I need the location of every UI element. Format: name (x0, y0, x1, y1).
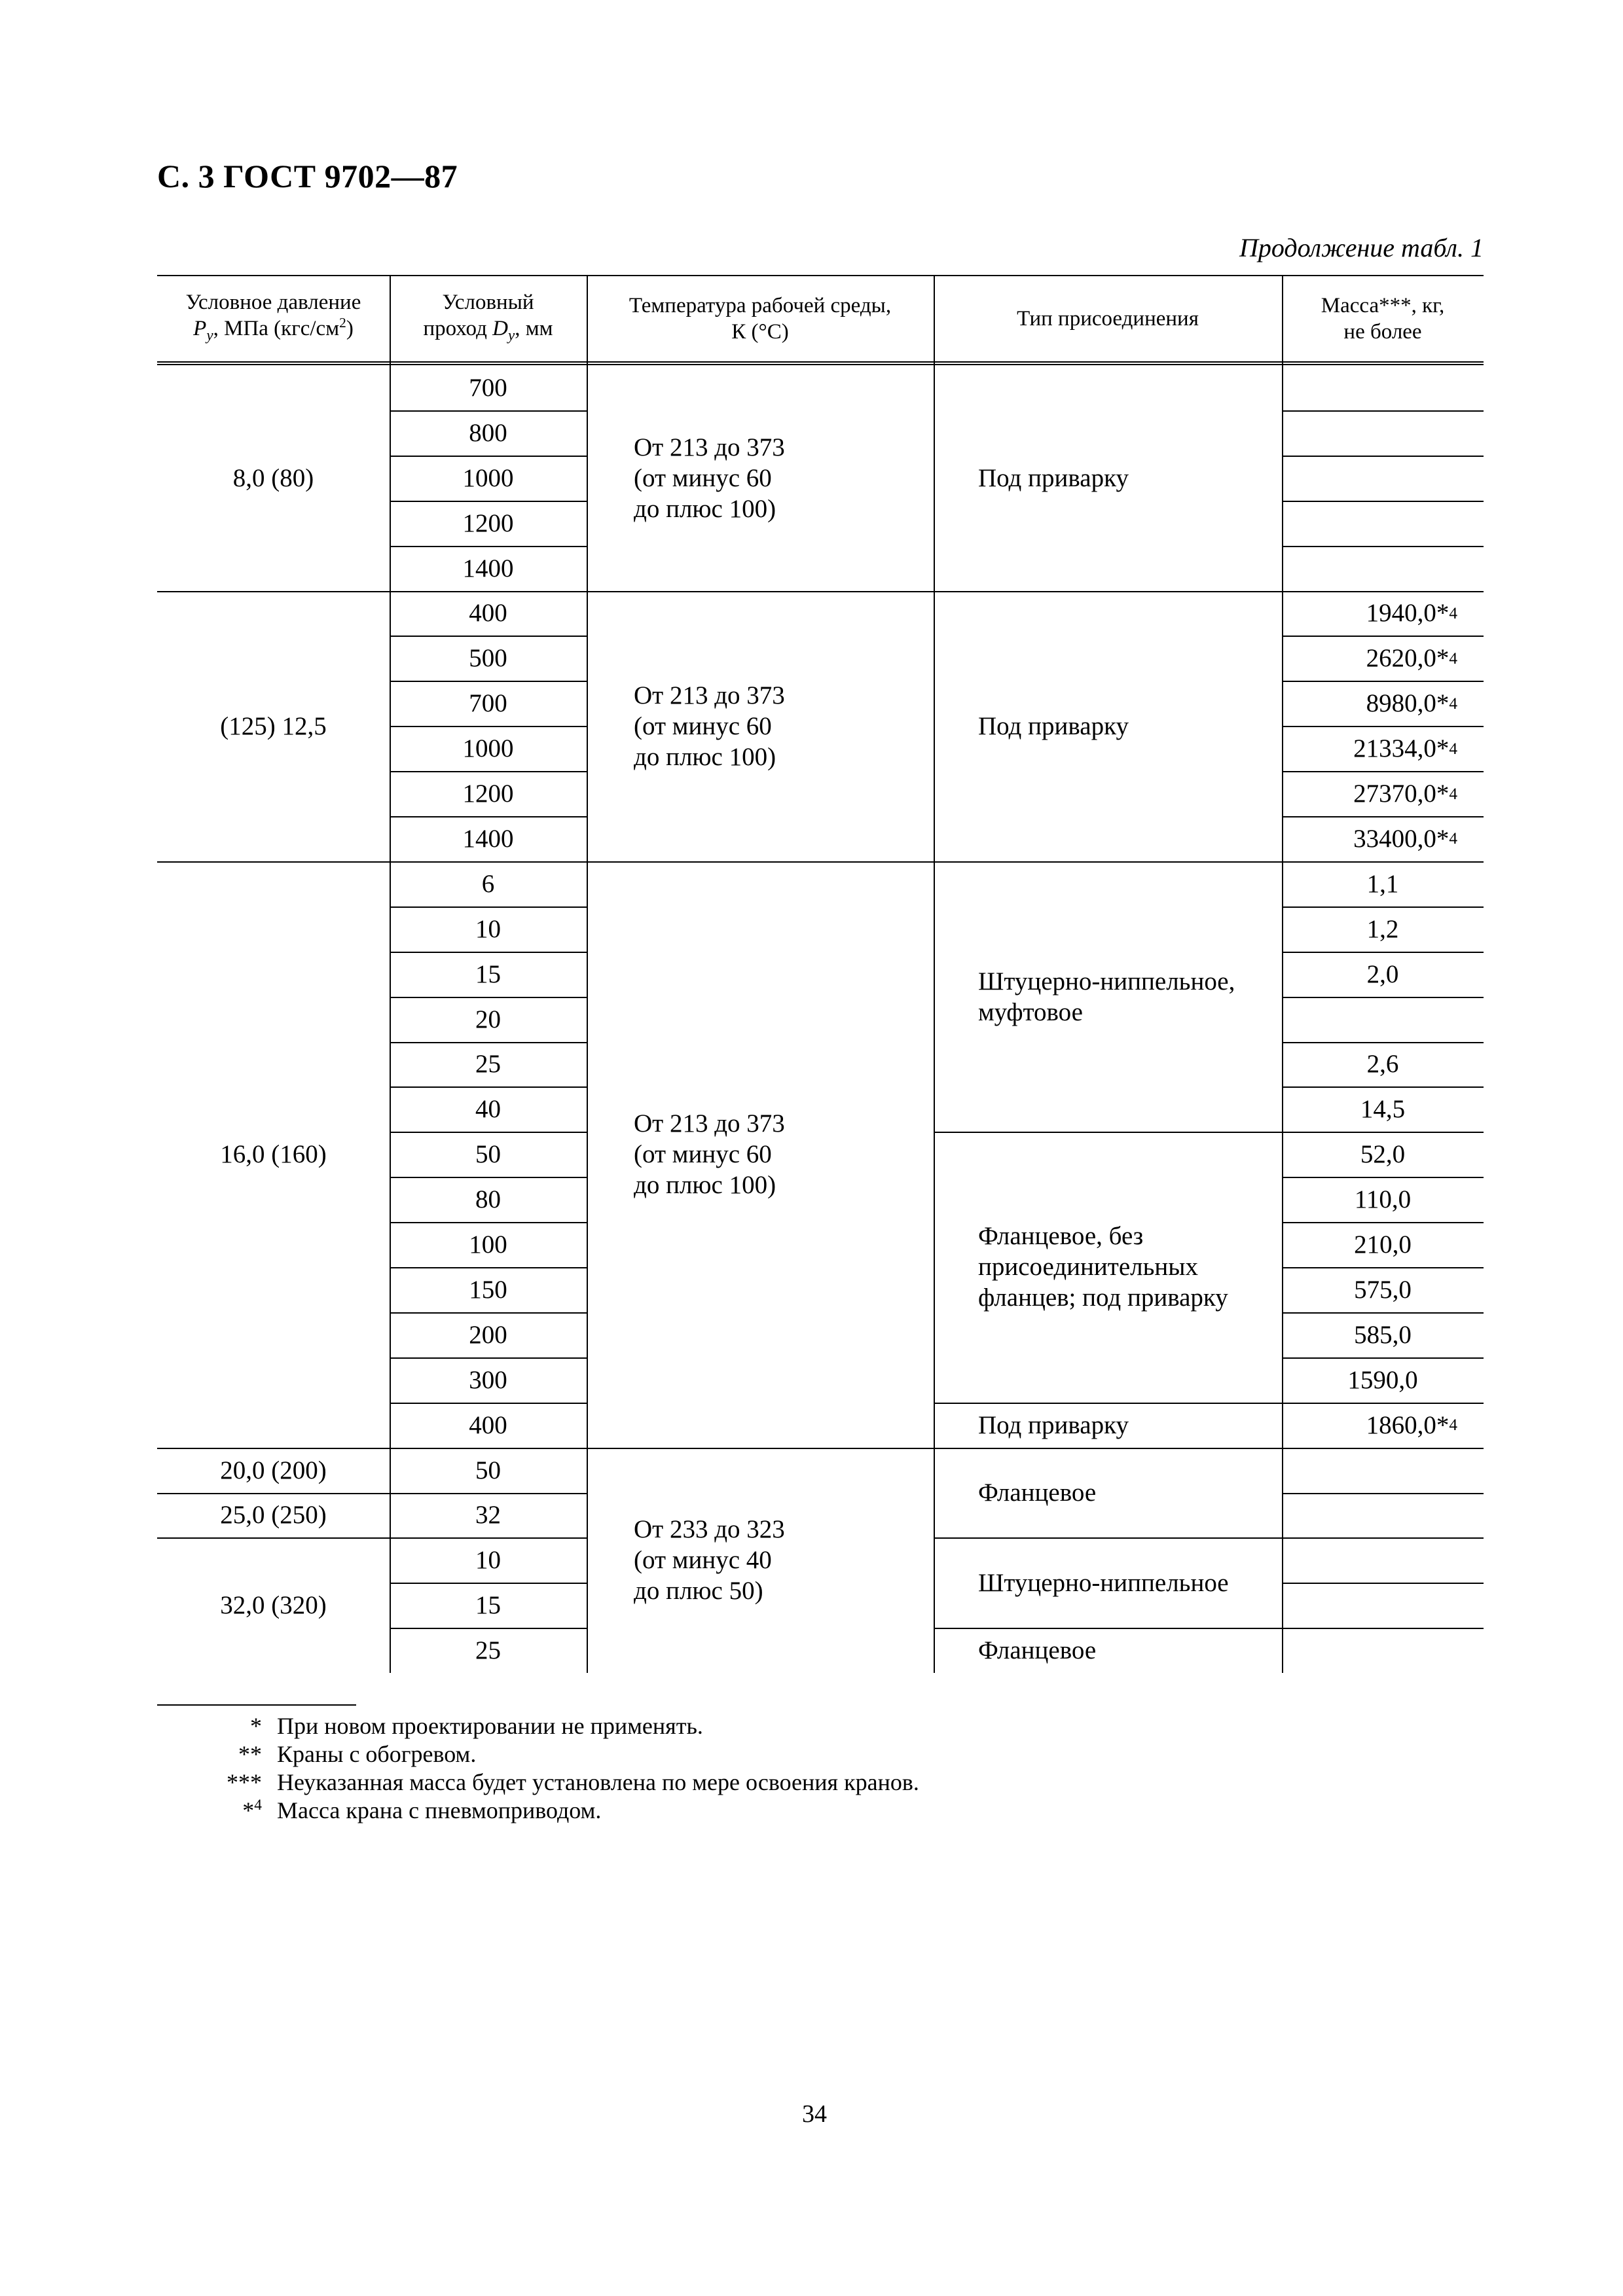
mass-cell (1282, 546, 1484, 591)
diameter-cell: 1400 (462, 824, 514, 853)
diameter-cell: 25 (475, 1050, 501, 1079)
temperature-line: От 213 до 373 (634, 1109, 785, 1138)
diameter-cell: 100 (469, 1230, 507, 1259)
header-temperature-line2: К (°С) (731, 320, 789, 344)
header-diameter-line2: проход $D_у$, мм (423, 317, 553, 344)
header-diameter-line1: Условный (442, 291, 534, 315)
header-mass-line2: не более (1343, 320, 1422, 344)
temperature-line: От 213 до 373 (634, 433, 785, 461)
mass-value: 33400,0 (1353, 824, 1436, 853)
connection-line: Под приварку (978, 711, 1129, 740)
mass-cell (1282, 997, 1484, 1042)
mass-note-mark: * (1436, 1410, 1450, 1439)
diameter-cell: 200 (469, 1320, 507, 1349)
mass-cell: 27370,0 * 4 (1353, 780, 1457, 808)
connection-line: Фланцевое, без (978, 1222, 1144, 1251)
mass-cell (1282, 1267, 1484, 1312)
mass-cell (1282, 1628, 1484, 1673)
mass-note-mark: * (1436, 599, 1450, 628)
diameter-cell: 15 (475, 1591, 501, 1620)
temperature-line: до плюс 100) (634, 742, 776, 771)
pressure-cell: 32,0 (320) (220, 1591, 327, 1620)
diameter-cell: 150 (469, 1275, 507, 1304)
footnote-text: Неуказанная масса будет установлена по мере освоения кранов. (277, 1769, 919, 1795)
diameter-cell: 800 (469, 418, 507, 447)
mass-cell (1282, 1086, 1484, 1132)
header-connection-text: Тип присоединения (1017, 307, 1199, 331)
diameter-cell: 700 (469, 373, 507, 402)
temperature-cell (587, 1448, 934, 1674)
mass-cell: 2620,0 * 4 (1366, 644, 1457, 673)
header-pressure-line2: $P_у$, МПа $(кгс/см^2)$ (193, 315, 354, 344)
header-connection (934, 275, 1282, 363)
connection-cell (934, 591, 1282, 861)
diameter-cell: 10 (475, 1546, 501, 1575)
diameter-cell: 700 (469, 689, 507, 718)
connection-cell (934, 1132, 1282, 1402)
page-number: 34 (802, 2100, 827, 2128)
mass-cell (1282, 1537, 1484, 1583)
diameter-cell: 1400 (462, 554, 514, 583)
table-continuation-label: Продолжение табл. 1 (1239, 233, 1484, 262)
temperature-line: до плюс 50) (634, 1577, 763, 1605)
mass-cell: 1940,0 * 4 (1366, 599, 1457, 628)
temperature-line: (от минус 40 (634, 1546, 772, 1575)
mass-cell: 33400,0 * 4 (1353, 824, 1457, 853)
connection-cell (934, 1628, 1282, 1673)
diameter-cell: 1200 (462, 780, 514, 808)
diameter-cell: 300 (469, 1365, 507, 1394)
mass-value: 210,0 (1354, 1230, 1412, 1259)
connection-cell (934, 365, 1282, 591)
header-mass-line1: Масса***, кг, (1321, 294, 1445, 317)
mass-value: 2620,0 (1366, 644, 1436, 673)
mass-note-mark: * (1436, 689, 1450, 718)
footnote-separator (157, 1704, 356, 1706)
header-mass (1282, 275, 1484, 363)
pressure-cell: 16,0 (160) (220, 1140, 327, 1169)
footnote-text: Масса крана с пневмоприводом. (277, 1797, 602, 1823)
mass-value: 2,6 (1366, 1050, 1399, 1079)
connection-line: Штуцерно-ниппельное (978, 1568, 1229, 1597)
mass-cell (1282, 1583, 1484, 1628)
temperature-line: От 233 до 323 (634, 1515, 785, 1544)
valves-table (157, 275, 1484, 1677)
connection-line: Под приварку (978, 1410, 1129, 1439)
footnote-mark-text: * (242, 1797, 255, 1823)
connection-line: фланцев; под приварку (978, 1283, 1228, 1312)
connection-line: Под приварку (978, 463, 1129, 492)
mass-cell (1282, 501, 1484, 546)
mass-cell (1282, 1222, 1484, 1267)
temperature-cell (587, 591, 934, 861)
mass-value: 52,0 (1360, 1140, 1406, 1169)
pressure-cell: (125) 12,5 (220, 711, 327, 740)
connection-line: Фланцевое (978, 1478, 1097, 1507)
diameter-cell: 400 (469, 1410, 507, 1439)
diameter-cell: 1000 (462, 463, 514, 492)
footnote-mark-text: * (250, 1713, 262, 1739)
header-pressure-line1: Условное давление (185, 291, 361, 315)
mass-cell (1282, 1357, 1484, 1403)
mass-cell (1282, 1042, 1484, 1087)
footnote-mark (144, 1740, 262, 1768)
mass-value: 14,5 (1360, 1095, 1406, 1124)
footnote-mark-text: *** (227, 1769, 262, 1795)
mass-note-mark: * (1436, 644, 1450, 673)
mass-cell (1282, 906, 1484, 952)
connection-cell (934, 1537, 1282, 1628)
temperature-line: (от минус 60 (634, 463, 772, 492)
diameter-cell: 32 (475, 1501, 501, 1530)
temperature-line: (от минус 60 (634, 1140, 772, 1169)
mass-cell (1282, 1493, 1484, 1538)
connection-line: муфтовое (978, 997, 1083, 1026)
diameter-cell: 10 (475, 914, 501, 943)
mass-value: 8980,0 (1366, 689, 1436, 718)
mass-cell (1282, 410, 1484, 456)
connection-cell (934, 1403, 1282, 1448)
diameter-cell: 50 (475, 1140, 501, 1169)
footnote-mark (144, 1712, 262, 1740)
pressure-cell: 20,0 (200) (220, 1456, 327, 1484)
mass-value: 1,1 (1366, 869, 1399, 898)
mass-cell (1282, 1448, 1484, 1493)
diameter-cell: 400 (469, 599, 507, 628)
mass-value: 1590,0 (1347, 1365, 1418, 1394)
footnote-text: При новом проектировании не применять. (277, 1713, 703, 1739)
diameter-cell: 1200 (462, 509, 514, 537)
pressure-cell: 8,0 (80) (232, 463, 314, 492)
connection-cell (934, 1448, 1282, 1538)
temperature-line: От 213 до 373 (634, 681, 785, 709)
mass-value: 110,0 (1354, 1185, 1412, 1214)
temperature-line: до плюс 100) (634, 494, 776, 523)
diameter-cell: 40 (475, 1095, 501, 1124)
mass-cell: 8980,0 * 4 (1366, 689, 1457, 718)
mass-note-mark: * (1436, 734, 1450, 763)
diameter-cell: 6 (481, 869, 495, 898)
diameter-cell: 1000 (462, 734, 514, 763)
mass-value: 1,2 (1366, 914, 1399, 943)
mass-note-mark: * (1436, 780, 1450, 808)
header-diameter (390, 275, 587, 363)
mass-cell (1282, 456, 1484, 501)
pressure-cell: 25,0 (250) (220, 1501, 327, 1530)
diameter-cell: 15 (475, 960, 501, 988)
footnote-mark-sup: 4 (254, 1797, 262, 1814)
mass-cell (1282, 1177, 1484, 1222)
footnote-mark-text: ** (238, 1741, 262, 1767)
mass-value: 1940,0 (1366, 599, 1436, 628)
connection-line: присоединительных (978, 1253, 1198, 1282)
mass-value: 2,0 (1366, 960, 1399, 988)
mass-cell (1282, 952, 1484, 997)
mass-cell (1282, 861, 1484, 906)
mass-note-mark: * (1436, 824, 1450, 853)
connection-cell (934, 861, 1282, 1132)
header-temperature (587, 275, 934, 363)
diameter-cell: 50 (475, 1456, 501, 1484)
header-temperature-line1: Температура рабочей среды, (629, 294, 892, 317)
mass-cell (1282, 1312, 1484, 1357)
mass-cell (1282, 1132, 1484, 1177)
mass-value: 21334,0 (1353, 734, 1436, 763)
mass-cell: 1860,0 * 4 (1366, 1410, 1457, 1439)
page-header: С. 3 ГОСТ 9702—87 (157, 158, 458, 194)
temperature-cell (587, 861, 934, 1448)
footnote-mark (144, 1797, 262, 1825)
diameter-cell: 80 (475, 1185, 501, 1214)
mass-cell: 21334,0 * 4 (1353, 734, 1457, 763)
diameter-cell: 25 (475, 1636, 501, 1665)
footnote-mark (144, 1768, 262, 1797)
mass-value: 1860,0 (1366, 1410, 1436, 1439)
footnote-text: Краны с обогревом. (277, 1741, 477, 1767)
header-pressure (157, 275, 390, 363)
mass-cell (1282, 365, 1484, 410)
connection-line: Штуцерно-ниппельное, (978, 967, 1235, 996)
diameter-cell: 500 (469, 644, 507, 673)
mass-value: 27370,0 (1353, 780, 1436, 808)
diameter-cell: 20 (475, 1005, 501, 1033)
connection-line: Фланцевое (978, 1636, 1097, 1665)
temperature-cell (587, 365, 934, 591)
temperature-line: (от минус 60 (634, 711, 772, 740)
mass-value: 575,0 (1354, 1275, 1412, 1304)
temperature-line: до плюс 100) (634, 1171, 776, 1200)
mass-value: 585,0 (1354, 1320, 1412, 1349)
